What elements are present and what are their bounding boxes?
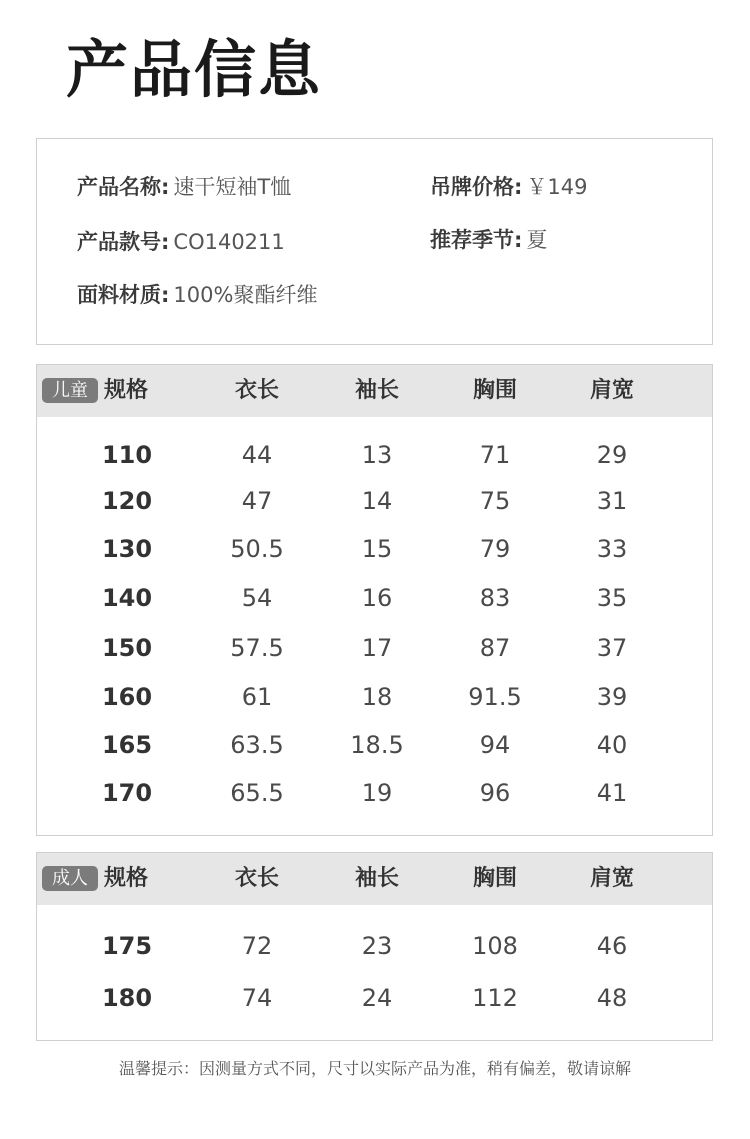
header-sleeve: 袖长	[354, 866, 400, 891]
header-chest: 胸围	[472, 866, 518, 891]
cell-length: 61	[241, 683, 273, 711]
cell-size: 170	[101, 779, 153, 807]
cell-shoulder: 31	[596, 487, 628, 515]
header-shoulder: 肩宽	[589, 378, 635, 403]
cell-size: 175	[101, 932, 153, 960]
fabric-label: 面料材质:	[77, 283, 170, 307]
cell-size: 180	[101, 984, 153, 1012]
header-size: 规格	[104, 866, 149, 891]
page-title: 产品信息	[66, 33, 323, 106]
header-length: 衣长	[234, 866, 280, 891]
cell-shoulder: 41	[596, 779, 628, 807]
measurement-note: 温馨提示：因测量方式不同，尺寸以实际产品为准，稍有偏差，敬请谅解	[118, 1059, 631, 1078]
cell-size: 110	[101, 441, 153, 469]
season-label: 推荐季节:	[430, 228, 523, 252]
cell-shoulder: 29	[596, 441, 628, 469]
cell-chest: 71	[479, 441, 511, 469]
season-value: 夏	[526, 228, 548, 252]
cell-sleeve: 17	[361, 634, 393, 662]
cell-chest: 91.5	[468, 683, 522, 711]
product-info-panel	[36, 138, 713, 345]
product-name-value: 速干短袖T恤	[173, 175, 292, 199]
cell-length: 57.5	[230, 634, 284, 662]
cell-chest: 108	[472, 932, 518, 960]
cell-size: 165	[101, 731, 153, 759]
cell-sleeve: 16	[361, 584, 393, 612]
cell-chest: 79	[479, 535, 511, 563]
adult-table-header	[37, 853, 712, 905]
header-sleeve: 袖长	[354, 378, 400, 403]
cell-shoulder: 48	[596, 984, 628, 1012]
cell-chest: 112	[472, 984, 518, 1012]
cell-shoulder: 35	[596, 584, 628, 612]
cell-length: 44	[241, 441, 273, 469]
cell-sleeve: 13	[361, 441, 393, 469]
cell-size: 130	[101, 535, 153, 563]
cell-sleeve: 15	[361, 535, 393, 563]
fabric-value: 100%聚酯纤维	[173, 283, 318, 307]
cell-chest: 83	[479, 584, 511, 612]
style-number-label: 产品款号:	[77, 230, 170, 254]
cell-size: 140	[101, 584, 153, 612]
adult-size-table	[36, 852, 713, 1041]
cell-shoulder: 46	[596, 932, 628, 960]
cell-length: 47	[241, 487, 273, 515]
adult-badge: 成人	[42, 866, 98, 891]
cell-chest: 94	[479, 731, 511, 759]
cell-shoulder: 37	[596, 634, 628, 662]
header-size: 规格	[104, 378, 149, 403]
style-number-value: CO140211	[173, 230, 285, 254]
tag-price-value: ￥149	[526, 175, 588, 199]
fabric-row	[77, 281, 317, 309]
cell-size: 160	[101, 683, 153, 711]
cell-length: 74	[241, 984, 273, 1012]
style-number-row	[77, 228, 285, 256]
kids-size-table	[36, 364, 713, 836]
tag-price-row	[430, 173, 588, 201]
kids-table-header	[37, 365, 712, 417]
cell-sleeve: 18.5	[350, 731, 404, 759]
cell-sleeve: 18	[361, 683, 393, 711]
header-shoulder: 肩宽	[589, 866, 635, 891]
cell-chest: 87	[479, 634, 511, 662]
cell-sleeve: 14	[361, 487, 393, 515]
cell-length: 50.5	[230, 535, 284, 563]
cell-chest: 75	[479, 487, 511, 515]
cell-size: 150	[101, 634, 153, 662]
cell-length: 63.5	[230, 731, 284, 759]
product-name-row	[77, 173, 291, 201]
cell-length: 72	[241, 932, 273, 960]
cell-shoulder: 39	[596, 683, 628, 711]
season-row	[430, 226, 547, 254]
cell-length: 65.5	[230, 779, 284, 807]
cell-sleeve: 19	[361, 779, 393, 807]
cell-shoulder: 40	[596, 731, 628, 759]
cell-shoulder: 33	[596, 535, 628, 563]
cell-chest: 96	[479, 779, 511, 807]
cell-sleeve: 24	[361, 984, 393, 1012]
cell-size: 120	[101, 487, 153, 515]
tag-price-label: 吊牌价格:	[430, 175, 523, 199]
product-name-label: 产品名称:	[77, 175, 170, 199]
header-length: 衣长	[234, 378, 280, 403]
cell-length: 54	[241, 584, 273, 612]
header-chest: 胸围	[472, 378, 518, 403]
kids-badge: 儿童	[42, 378, 98, 403]
cell-sleeve: 23	[361, 932, 393, 960]
